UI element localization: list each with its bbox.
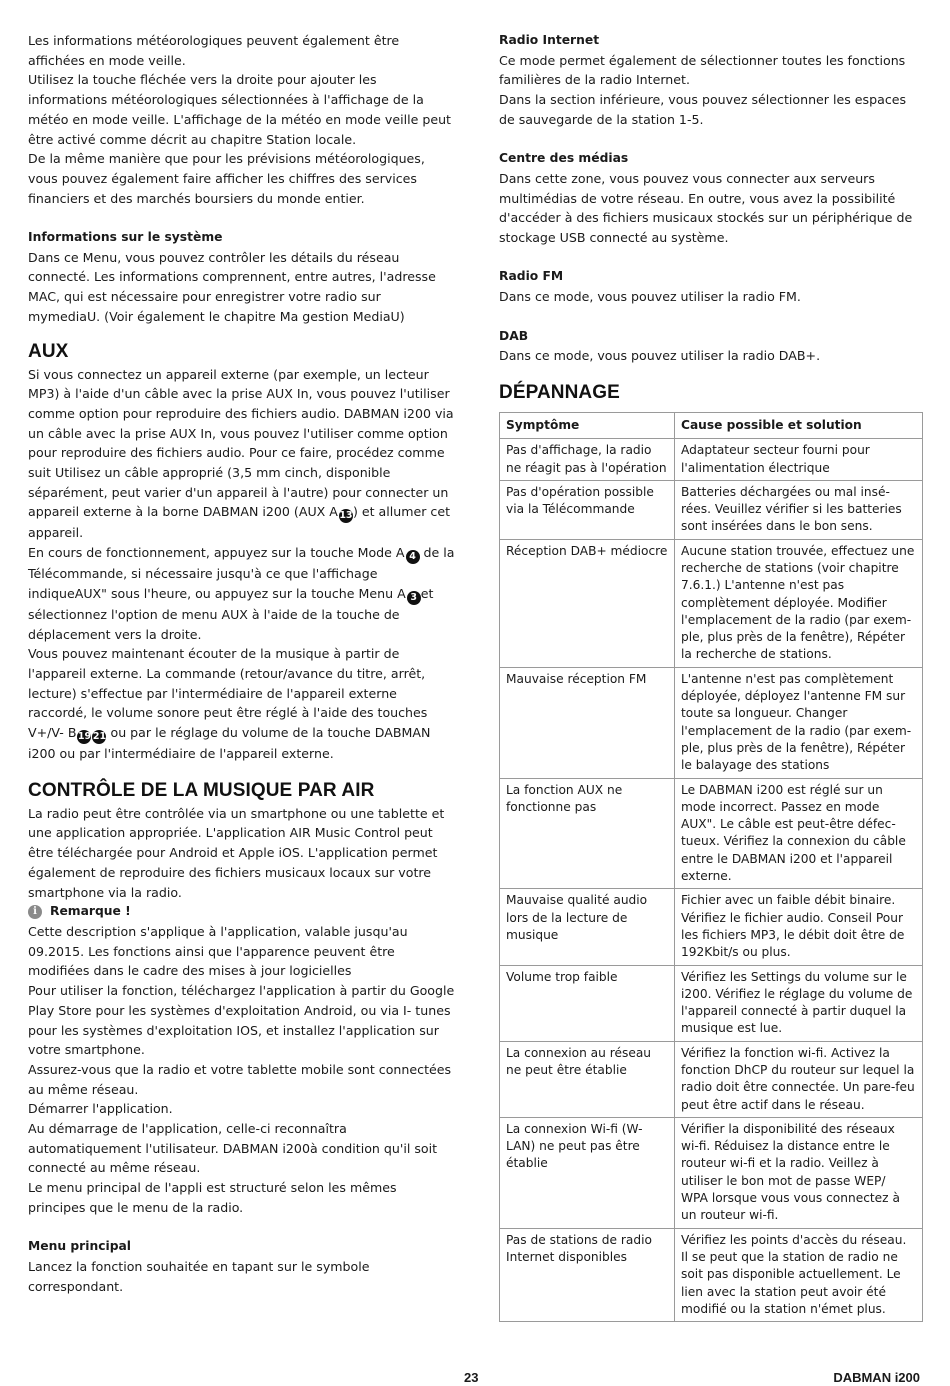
cause-cell: Le DABMAN i200 est réglé sur un mode incorrect. Passez en mode AUX". Le câble est peut-être défec-tueux. Vérifiez la connexion du câble entre le DABMAN i200 et l'appareil externe. [675,778,923,889]
table-row [500,1041,923,1117]
cause-cell: L'antenne n'est pas complètement déployée, déployez l'antenne FM sur toute sa longueur. Changer l'emplacement de la radio (par exem-ple, plus près de la fenêtre), Répéter le balayage des stations [675,667,923,778]
main-menu-title: Menu principal [28,1239,132,1254]
radio-internet-title: Radio Internet [499,33,600,47]
system-info-title: Informations sur le système [28,230,223,245]
air-paragraph: Le menu principal de l'appli est structuré selon les mêmes principes que le menu de la radio. [28,1180,397,1215]
table-row [500,778,923,889]
media-center-title: Centre des médias [499,151,629,166]
symptom-cell: Pas d'affichage, la radio ne réagit pas à l'opération [500,439,675,481]
note-row [28,902,456,922]
aux-text: de la Télécommande, si nécessaire jusqu'à ce que l'affichage indiqueAUX" sous l'heure, ou appuyez sur la touche Menu A [28,545,455,601]
air-paragraph: Assurez-vous que la radio et votre tablette mobile sont connectées au même réseau. [28,1061,452,1097]
cause-cell: Fichier avec un faible débit binaire. Vérifiez le fichier audio. Conseil Pour les fichiers MP3, le débit doit être de 192Kbit/s ou plus. [675,889,923,965]
aux-text: ou par le réglage du volume de la touche DABMAN i200 ou par l'intermédiaire de l'appareil externe. [28,725,431,762]
right-column [499,31,924,1322]
table-row [500,439,923,481]
aux-paragraph-1 [28,365,456,544]
cause-cell: Vérifier la disponibilité des réseaux wi-fi. Réduisez la distance entre le routeur wi-fi et la radio. Veillez à utiliser le bon mot de passe WEP/ WPA lorsque vous vous connectez à un routeur wi-fi. [675,1117,923,1228]
info-icon: i [28,905,42,919]
reference-badge: 13 [339,510,353,522]
cause-cell: Vérifiez la fonction wi-fi. Activez la fonction DhCP du routeur sur lequel la radio doit être connectée. Un pare-feu peut être actif dans le réseau. [675,1041,923,1117]
intro-paragraph: Utilisez la touche fléchée vers la droite pour ajouter les informations météorologiques sélectionnées à l'affichage de la météo en mode veille. L'affichage de la météo en mode veille peut être activé comme décrit au chapitre Station locale. [28,72,451,147]
troubleshooting-heading: DÉPANNAGE [499,381,620,403]
air-paragraph: Démarrer l'application. [28,1101,173,1117]
air-paragraph: Au démarrage de l'application, celle-ci reconnaîtra automatiquement l'utilisateur. DABMAN i200à condition qu'il soit connecté au même réseau. [28,1121,438,1176]
cause-cell: Adaptateur secteur fourni pour l'alimentation électrique [675,439,923,481]
air-paragraph: Cette description s'applique à l'application, valable jusqu'au 09.2015. Les fonctions ainsi que l'apparence peuvent être modifiées dans le cadre des mises à jour logicielles [28,924,408,979]
aux-text: ) et allumer cet appareil. [28,504,451,541]
aux-heading: AUX [28,340,69,362]
air-paragraph: Pour utiliser la fonction, téléchargez l'application à partir du Google Play Store pour les systèmes d'exploitation Android, ou via I- tunes pour les systèmes d'exploitation IOS, et installez l'application sur votre smartphone. [28,983,455,1058]
note-label: Remarque ! [50,904,131,919]
brand-name: DABMAN i200 [833,1370,920,1385]
table-row [500,965,923,1041]
symptom-cell: Réception DAB+ médiocre [500,539,675,667]
radio-fm-text: Dans ce mode, vous pouvez utiliser la radio FM. [499,289,801,305]
symptom-cell: La connexion au réseau ne peut être établie [500,1041,675,1117]
aux-text: En cours de fonctionnement, appuyez sur la touche Mode A [28,545,405,561]
symptom-cell: Volume trop faible [500,965,675,1041]
cause-cell: Vérifiez les points d'accès du réseau. Il se peut que la station de radio ne soit pas disponible actuellement. Le lien avec la station peut avoir été modifié ou la station n'émet plus. [675,1228,923,1321]
symptom-cell: Pas d'opération possible via la Télécommande [500,480,675,539]
table-row [500,1228,923,1321]
symptom-cell: Mauvaise réception FM [500,667,675,778]
air-heading: CONTRÔLE DE LA MUSIQUE PAR AIR [28,779,375,801]
table-row [500,889,923,965]
symptom-cell: Mauvaise qualité audio lors de la lecture de musique [500,889,675,965]
reference-badge: 3 [407,591,421,605]
aux-paragraph-3 [28,644,456,764]
dab-text: Dans ce mode, vous pouvez utiliser la radio DAB+. [499,348,821,364]
troubleshooting-table [499,412,923,1322]
symptom-cell: La connexion Wi-fi (W-LAN) ne peut pas être établie [500,1117,675,1228]
cause-cell: Vérifiez les Settings du volume sur le i200. Vérifiez le réglage du volume de l'appareil connecté à partir duquel la musique est lue. [675,965,923,1041]
system-info-text: Dans ce Menu, vous pouvez contrôler les détails du réseau connecté. Les informations comprennent, entre autres, l'adresse MAC, qui est nécessaire pour enregistrer votre radio sur mymediaU. (Voir également le chapitre Ma gestion MediaU) [28,249,436,324]
page-number: 23 [464,1370,479,1385]
table-row [500,667,923,778]
dab-title: DAB [499,328,529,343]
table-row [500,480,923,539]
radio-fm-title: Radio FM [499,269,564,284]
reference-badge: 4 [406,550,420,564]
left-column [28,31,456,1296]
cause-column-header: Cause possible et solution [675,412,923,438]
table-row [500,1117,923,1228]
intro-paragraph: De la même manière que pour les prévisions météorologiques, vous pouvez également faire afficher les chiffres des services financiers et des marchés boursiers du monde entier. [28,151,425,206]
main-menu-text: Lancez la fonction souhaitée en tapant sur le symbole correspondant. [28,1258,370,1294]
air-paragraph: La radio peut être contrôlée via un smartphone ou une tablette et une application appropriée. L'application AIR Music Control peut être téléchargée pour Android et Apple iOS. L'application permet également de reproduire des fichiers musicaux locaux sur votre smartphone via la radio. [28,805,445,900]
cause-cell: Batteries déchargées ou mal insé-rées. Veuillez vérifier si les batteries sont insérées dans le bon sens. [675,480,923,539]
intro-paragraph: Les informations météorologiques peuvent également être affichées en mode veille. [28,33,400,68]
aux-text: et sélectionnez l'option de menu AUX à l'aide de la touche de déplacement vers la droite. [28,585,434,642]
symptom-cell: Pas de stations de radio Internet disponibles [500,1228,675,1321]
aux-paragraph-2 [28,543,456,644]
media-center-text: Dans cette zone, vous pouvez vous connecter aux serveurs multimédias de votre réseau. En outre, vous avez la possibilité d'accéder à des fichiers musicaux stockés sur un périphérique de stockage USB connecté au système. [499,170,913,246]
aux-text: Vous pouvez maintenant écouter de la musique à partir de l'appareil externe. La commande (retour/avance du titre, arrêt, lecture) s'effectue par l'intermédiaire de l'appareil externe raccordé, le volume sonore peut être réglé à l'aide des touches V+/V- B [28,646,428,741]
symptom-cell: La fonction AUX ne fonctionne pas [500,778,675,889]
radio-internet-text: Ce mode permet également de sélectionner toutes les fonctions familières de la radio Internet. [499,52,906,88]
radio-internet-text: Dans la section inférieure, vous pouvez sélectionner les espaces de sauvegarde de la station 1-5. [499,92,907,127]
reference-badge: 19 [77,731,92,743]
reference-badge: 21 [92,731,107,743]
cause-cell: Aucune station trouvée, effectuez une recherche de stations (voir chapitre 7.6.1.) L'antenne n'est pas complètement déployée. Modifier l'emplacement de la radio (par exem-ple, plus près de la fenêtre), Répéter la recherche de stations. [675,539,923,667]
aux-text: Si vous connectez un appareil externe (par exemple, un lecteur MP3) à l'aide d'un câble avec la prise AUX In, vous pouvez l'utiliser comme option pour reproduire des fichiers audio. DABMAN i200 via un câble avec la prise AUX In, vous pouvez l'utiliser comme option pour reproduire des fichiers audio. Pour ce faire, procédez comme suit Utilisez un câble approprié (3,5 mm cinch, disponible séparément, peut varier d'un appareil à l'autre) pour connecter un appareil externe à la borne DABMAN i200 (AUX A [28,366,454,520]
table-header-row [500,412,923,438]
table-row [500,539,923,667]
symptom-column-header: Symptôme [500,412,675,438]
